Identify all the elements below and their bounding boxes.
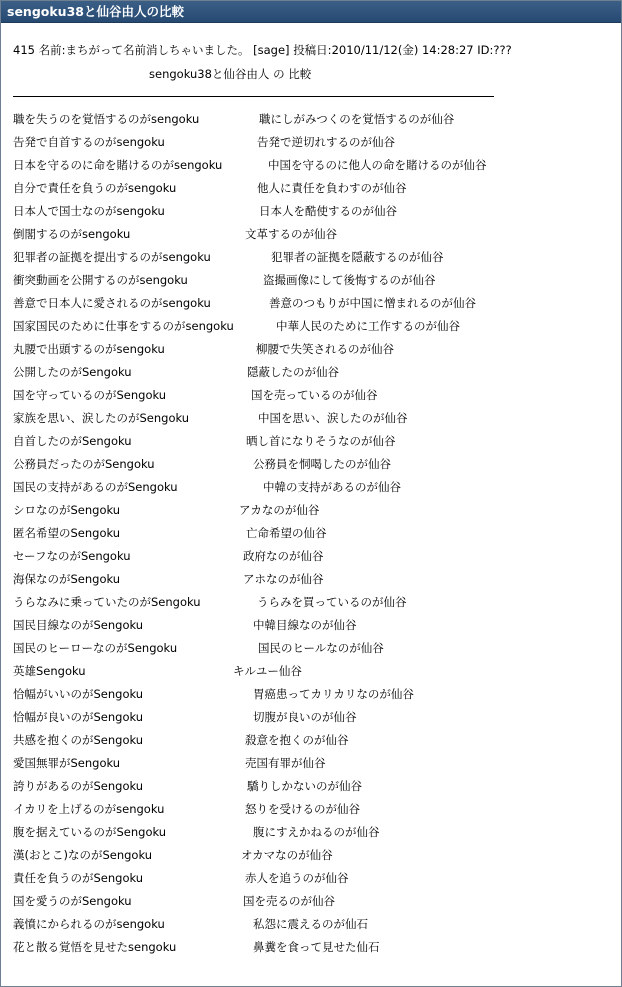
comparison-row [1, 733, 621, 756]
sengoku-minister-phrase: 中華人民のために工作するのが仙谷 [276, 319, 460, 333]
sengoku-phrase: うらなみに乗っていたのがSengoku [13, 595, 201, 609]
thread-title: sengoku38と仙谷由人の比較 [7, 4, 184, 19]
sengoku-minister-phrase: オカマなのが仙谷 [241, 848, 333, 862]
sengoku-minister-phrase: 文革するのが仙谷 [245, 227, 337, 241]
sengoku-phrase: 恰幅が良いのがSengoku [13, 710, 144, 724]
sengoku-phrase: 国を愛うのがSengoku [13, 894, 132, 908]
date-label: 投稿日: [293, 43, 332, 57]
poster-id: ??? [493, 43, 512, 57]
comparison-row [1, 227, 621, 250]
sengoku-phrase: 海保なのがSengoku [13, 572, 121, 586]
comparison-row [1, 434, 621, 457]
sengoku-minister-phrase: アカなのが仙谷 [239, 503, 320, 517]
sengoku-phrase: 責任を負うのがSengoku [13, 871, 144, 885]
divider [13, 96, 494, 97]
sengoku-phrase: 公務員だったのがSengoku [13, 457, 155, 471]
comparison-row [1, 825, 621, 848]
comparison-row [1, 526, 621, 549]
comparison-row [1, 802, 621, 825]
sengoku-minister-phrase: 亡命希望の仙谷 [246, 526, 327, 540]
comparison-row [1, 664, 621, 687]
comparison-row [1, 480, 621, 503]
comparison-row [1, 158, 621, 181]
sengoku-minister-phrase: 国民のヒールなのが仙谷 [258, 641, 384, 655]
sengoku-minister-phrase: 売国有罪が仙谷 [245, 756, 326, 770]
sengoku-minister-phrase: 善意のつもりが中国に憎まれるのが仙谷 [269, 296, 476, 310]
comparison-row [1, 204, 621, 227]
comparison-row [1, 503, 621, 526]
sengoku-phrase: 誇りがあるのがSengoku [13, 779, 144, 793]
post-header [13, 42, 512, 58]
comparison-row [1, 940, 621, 963]
sengoku-minister-phrase: 驕りしかないのが仙谷 [247, 779, 362, 793]
sengoku-phrase: 日本を守るのに命を賭けるのがsengoku [13, 158, 223, 172]
sengoku-minister-phrase: アホなのが仙谷 [243, 572, 324, 586]
sengoku-phrase: 義憤にかられるのがsengoku [13, 917, 165, 931]
sengoku-minister-phrase: 犯罪者の証拠を隠蔽するのが仙谷 [271, 250, 444, 264]
sengoku-minister-phrase: 他人に責任を負わすのが仙谷 [257, 181, 407, 195]
sengoku-phrase: 腹を据えているのがSengoku [13, 825, 167, 839]
sengoku-minister-phrase: 晒し首になりそうなのが仙谷 [246, 434, 396, 448]
post-number: 415 [13, 43, 35, 57]
sengoku-minister-phrase: 公務員を恫喝したのが仙谷 [253, 457, 391, 471]
comparison-row [1, 710, 621, 733]
sengoku-phrase: 国を守っているのがSengoku [13, 388, 167, 402]
sengoku-minister-phrase: 胃癌患ってカリカリなのが仙谷 [253, 687, 414, 701]
sengoku-phrase: イカリを上げるのがsengoku [13, 802, 165, 816]
sengoku-minister-phrase: 切腹が良いのが仙谷 [253, 710, 357, 724]
sengoku-phrase: 愛国無罪がSengoku [13, 756, 121, 770]
sengoku-minister-phrase: 殺意を抱くのが仙谷 [245, 733, 349, 747]
sengoku-minister-phrase: 怒りを受けるのが仙谷 [245, 802, 360, 816]
comparison-row [1, 319, 621, 342]
comparison-row [1, 549, 621, 572]
sengoku-minister-phrase: 日本人を酷使するのが仙谷 [259, 204, 397, 218]
comparison-list [1, 112, 621, 963]
comparison-row [1, 756, 621, 779]
comparison-row [1, 871, 621, 894]
sengoku-minister-phrase: 赤人を追うのが仙谷 [245, 871, 349, 885]
sengoku-phrase: 国民目線なのがSengoku [13, 618, 144, 632]
post-subtitle: sengoku38と仙谷由人 の 比較 [149, 67, 312, 81]
comparison-row [1, 181, 621, 204]
comparison-row [1, 917, 621, 940]
comparison-row [1, 848, 621, 871]
sengoku-minister-phrase: 鼻糞を食って見せた仙石 [253, 940, 380, 954]
mail-field[interactable]: [sage] [253, 43, 290, 57]
post-date: 2010/11/12(金) 14:28:27 [331, 43, 474, 57]
sengoku-phrase: 花と散る覚悟を見せたsengoku [13, 940, 177, 954]
sengoku-minister-phrase: 中韓目線なのが仙谷 [253, 618, 357, 632]
comparison-row [1, 112, 621, 135]
sengoku-minister-phrase: 告発で逆切れするのが仙谷 [257, 135, 395, 149]
id-label: ID: [477, 43, 494, 57]
sengoku-phrase: 共感を抱くのがSengoku [13, 733, 144, 747]
sengoku-phrase: 公開したのがSengoku [13, 365, 132, 379]
sengoku-minister-phrase: キルユー仙谷 [233, 664, 302, 678]
sengoku-phrase: 恰幅がいいのがSengoku [13, 687, 144, 701]
sengoku-phrase: 犯罪者の証拠を提出するのがsengoku [13, 250, 211, 264]
sengoku-minister-phrase: 腹にすえかねるのが仙谷 [253, 825, 380, 839]
comparison-row [1, 779, 621, 802]
comparison-row [1, 296, 621, 319]
sengoku-phrase: 善意で日本人に愛されるのがsengoku [13, 296, 211, 310]
comparison-row [1, 618, 621, 641]
sengoku-phrase: 職を失うのを覚悟するのがsengoku [13, 112, 200, 126]
comparison-row [1, 572, 621, 595]
sengoku-minister-phrase: 国を売っているのが仙谷 [251, 388, 378, 402]
comparison-row [1, 273, 621, 296]
sengoku-minister-phrase: 国を売るのが仙谷 [243, 894, 335, 908]
sengoku-minister-phrase: 隠蔽したのが仙谷 [247, 365, 339, 379]
sengoku-phrase: 漢(おとこ)なのがSengoku [13, 848, 153, 862]
sengoku-phrase: 国家国民のために仕事をするのがsengoku [13, 319, 234, 333]
poster-name: まちがって名前消しちゃいました。 [65, 43, 250, 57]
comparison-row [1, 388, 621, 411]
sengoku-minister-phrase: 職にしがみつくのを覚悟するのが仙谷 [259, 112, 455, 126]
sengoku-phrase: 英雄Sengoku [13, 664, 86, 678]
sengoku-phrase: 自首したのがSengoku [13, 434, 132, 448]
sengoku-phrase: 倒閣するのがsengoku [13, 227, 131, 241]
sengoku-phrase: 日本人で国士なのがsengoku [13, 204, 165, 218]
sengoku-minister-phrase: 中国を思い、涙したのが仙谷 [258, 411, 408, 425]
sengoku-phrase: 丸腰で出頭するのがsengoku [13, 342, 165, 356]
sengoku-phrase: 告発で自首するのがsengoku [13, 135, 165, 149]
sengoku-minister-phrase: うらみを買っているのが仙谷 [257, 595, 407, 609]
sengoku-minister-phrase: 柳腰で失笑されるのが仙谷 [256, 342, 394, 356]
title-bar [1, 1, 621, 23]
comparison-row [1, 687, 621, 710]
comparison-row [1, 457, 621, 480]
sengoku-phrase: 匿名希望のSengoku [13, 526, 121, 540]
comparison-row [1, 342, 621, 365]
sengoku-phrase: シロなのがSengoku [13, 503, 121, 517]
sengoku-minister-phrase: 中国を守るのに他人の命を賭けるのが仙谷 [268, 158, 487, 172]
comparison-row [1, 411, 621, 434]
sengoku-phrase: 衝突動画を公開するのがsengoku [13, 273, 188, 287]
comparison-row [1, 894, 621, 917]
sengoku-phrase: 自分で責任を負うのがsengoku [13, 181, 177, 195]
sengoku-phrase: 家族を思い、涙したのがSengoku [13, 411, 190, 425]
comparison-row [1, 365, 621, 388]
comparison-row [1, 641, 621, 664]
sengoku-minister-phrase: 中韓の支持があるのが仙谷 [263, 480, 401, 494]
comparison-row [1, 250, 621, 273]
sengoku-phrase: 国民のヒーローなのがSengoku [13, 641, 178, 655]
sengoku-minister-phrase: 私怨に震えるのが仙石 [253, 917, 368, 931]
sengoku-minister-phrase: 政府なのが仙谷 [243, 549, 324, 563]
sengoku-minister-phrase: 盗撮画像にして後悔するのが仙谷 [263, 273, 436, 287]
name-label: 名前: [38, 43, 66, 57]
comparison-row [1, 595, 621, 618]
comparison-row [1, 135, 621, 158]
sengoku-phrase: セーフなのがSengoku [13, 549, 131, 563]
sengoku-phrase: 国民の支持があるのがSengoku [13, 480, 178, 494]
